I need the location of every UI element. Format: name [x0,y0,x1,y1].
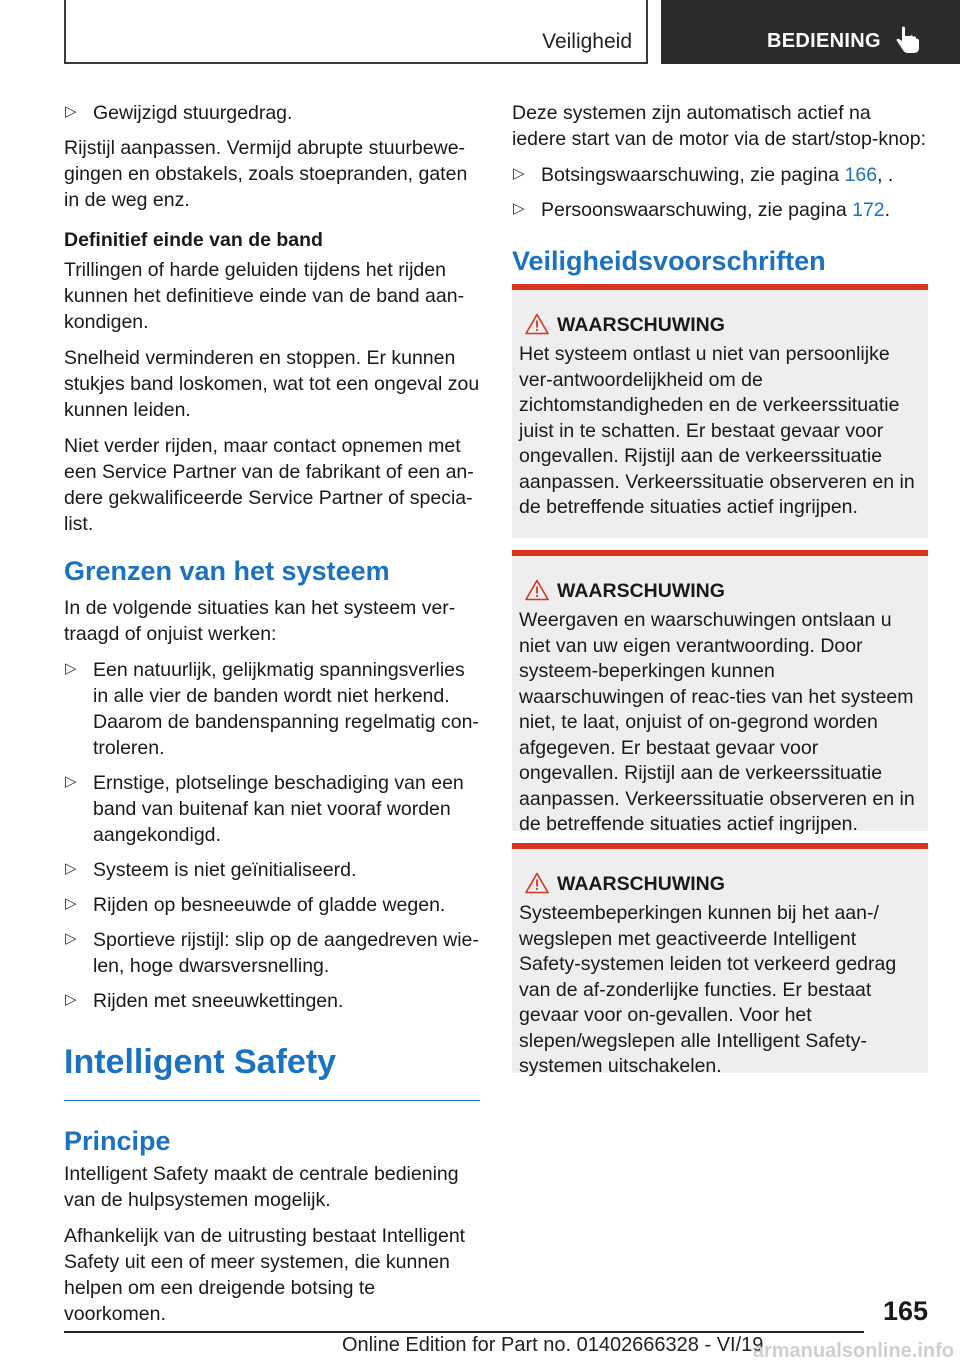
triangle-bullet-icon: ▷ [65,103,77,120]
footer-edition: Online Edition for Part no. 01402666328 - VI/19 [342,1334,764,1356]
footer-divider [64,1331,864,1333]
heading-intelligent-safety: Intelligent Safety [64,1042,480,1101]
warning-box [512,843,928,1077]
warning-title-text: WAARSCHUWING [557,580,725,602]
triangle-bullet-icon: ▷ [65,660,77,677]
heading-system-limits: Grenzen van het systeem [64,556,390,586]
subheading-tire-end: Definitief einde van de band [64,229,323,251]
warning-text: Systeembeperkingen kunnen bij het aan-/ wegslepen met geactiveerde Intelligent Safety-systemen leiden tot verkeerd gedrag van de af-zonderlijke functies. Er bestaat gevaar voor on-gevallen. Voor het slepen/wegslepen alle Intelligent Safety-systemen uitschakelen. [519,902,897,1077]
list-item [512,197,928,223]
paragraph: Trillingen of harde geluiden tijdens het rijden kunnen het definitieve einde van de band aan-kondigen. [64,259,465,333]
list-item [64,892,480,918]
warning-triangle-icon [525,579,549,601]
warning-triangle-icon [525,313,549,335]
paragraph: Intelligent Safety maakt de centrale bediening van de hulpsystemen mogelijk. [64,1163,459,1211]
warning-triangle-icon [525,872,549,894]
warning-box [512,284,928,538]
triangle-bullet-icon: ▷ [513,165,525,182]
triangle-bullet-icon: ▷ [65,773,77,790]
paragraph: Afhankelijk van de uitrusting bestaat Intelligent Safety uit een of meer systemen, die kunnen helpen om een dreigende botsing te voorkomen. [64,1225,466,1325]
paragraph: In de volgende situaties kan het systeem ver-traagd of onjuist werken: [64,597,456,645]
list-item [64,657,480,761]
warning-title [519,578,920,604]
watermark: armanualsonline.info [752,1340,954,1362]
list-item [64,857,480,883]
warning-text: Weergaven en waarschuwingen ontslaan u niet van uw eigen verantwoording. Door systeem-beperkingen kunnen waarschuwingen of reac-ties van het systeem niet, te laat, onjuist of on-gegrond worden afgegeven. Er bestaat gevaar voor ongevallen. Rijstijl aan de verkeerssituatie aanpassen. Verkeerssituatie observeren en in de betreffende situaties actief ingrijpen. [519,609,915,835]
pointing-hand-icon [895,26,921,56]
warning-title [519,312,920,338]
heading-principle: Principe [64,1126,171,1156]
list-item-text: Rijden met sneeuwkettingen. [93,990,344,1012]
list-item-text: Gewijzigd stuurgedrag. [93,102,293,124]
header-section-box [64,0,648,64]
triangle-bullet-icon: ▷ [65,895,77,912]
list-item [64,927,480,979]
warning-title-text: WAARSCHUWING [557,873,725,895]
triangle-bullet-icon: ▷ [65,930,77,947]
paragraph: Deze systemen zijn automatisch actief na iedere start van de motor via de start/stop-knop: [512,102,927,150]
triangle-bullet-icon: ▷ [513,200,525,217]
list-item-text: Botsingswaarschuwing, zie pagina 166, . [541,164,894,186]
header-section-title: Veiligheid [542,30,632,53]
list-item-text: Een natuurlijk, gelijkmatig spanningsverlies in alle vier de banden wordt niet herkend. Daarom de bandenspanning regelmatig con-troleren. [93,659,479,759]
page-link-172[interactable]: 172 [852,199,885,221]
triangle-bullet-icon: ▷ [65,991,77,1008]
list-item-text: Ernstige, plotselinge beschadiging van een band van buitenaf kan niet vooraf worden aangekondigd. [93,772,464,846]
right-column [512,100,928,285]
heading-safety-regulations: Veiligheidsvoorschriften [512,246,826,276]
paragraph: Rijstijl aanpassen. Vermijd abrupte stuurbewe-gingen en obstakels, zoals stoepranden, gaten in de weg enz. [64,137,468,211]
page-number: 165 [882,1296,928,1326]
warning-title-text: WAARSCHUWING [557,314,725,336]
list-item-text: Rijden op besneeuwde of gladde wegen. [93,894,446,916]
warning-title [519,871,920,897]
list-item [512,162,928,188]
paragraph: Snelheid verminderen en stoppen. Er kunnen stukjes band loskomen, wat tot een ongeval zou kunnen leiden. [64,347,480,421]
list-item [64,770,480,848]
left-column [64,100,480,1337]
list-item-text: Persoonswaarschuwing, zie pagina 172. [541,199,891,221]
list-item [64,100,480,126]
paragraph: Niet verder rijden, maar contact opnemen met een Service Partner van de fabrikant of een an-dere gekwalificeerde Service Partner of specia-list. [64,435,474,535]
header-chapter-title: BEDIENING [767,30,881,52]
page-link-166[interactable]: 166 [844,164,878,186]
header-chapter-tab [661,0,960,64]
list-item-text: Sportieve rijstijl: slip op de aangedreven wie-len, hoge dwarsversnelling. [93,929,479,977]
warning-text: Het systeem ontlast u niet van persoonlijke ver-antwoordelijkheid om de zichtomstandigheden en de verkeerssituatie juist in te schatten. Er bestaat gevaar voor ongevallen. Rijstijl aan de verkeerssituatie aanpassen. Verkeerssituatie observeren en in de betreffende situaties actief ingrijpen. [519,343,915,518]
triangle-bullet-icon: ▷ [65,860,77,877]
warning-box [512,550,928,835]
list-item [64,988,480,1014]
list-item-text: Systeem is niet geïnitialiseerd. [93,859,357,881]
